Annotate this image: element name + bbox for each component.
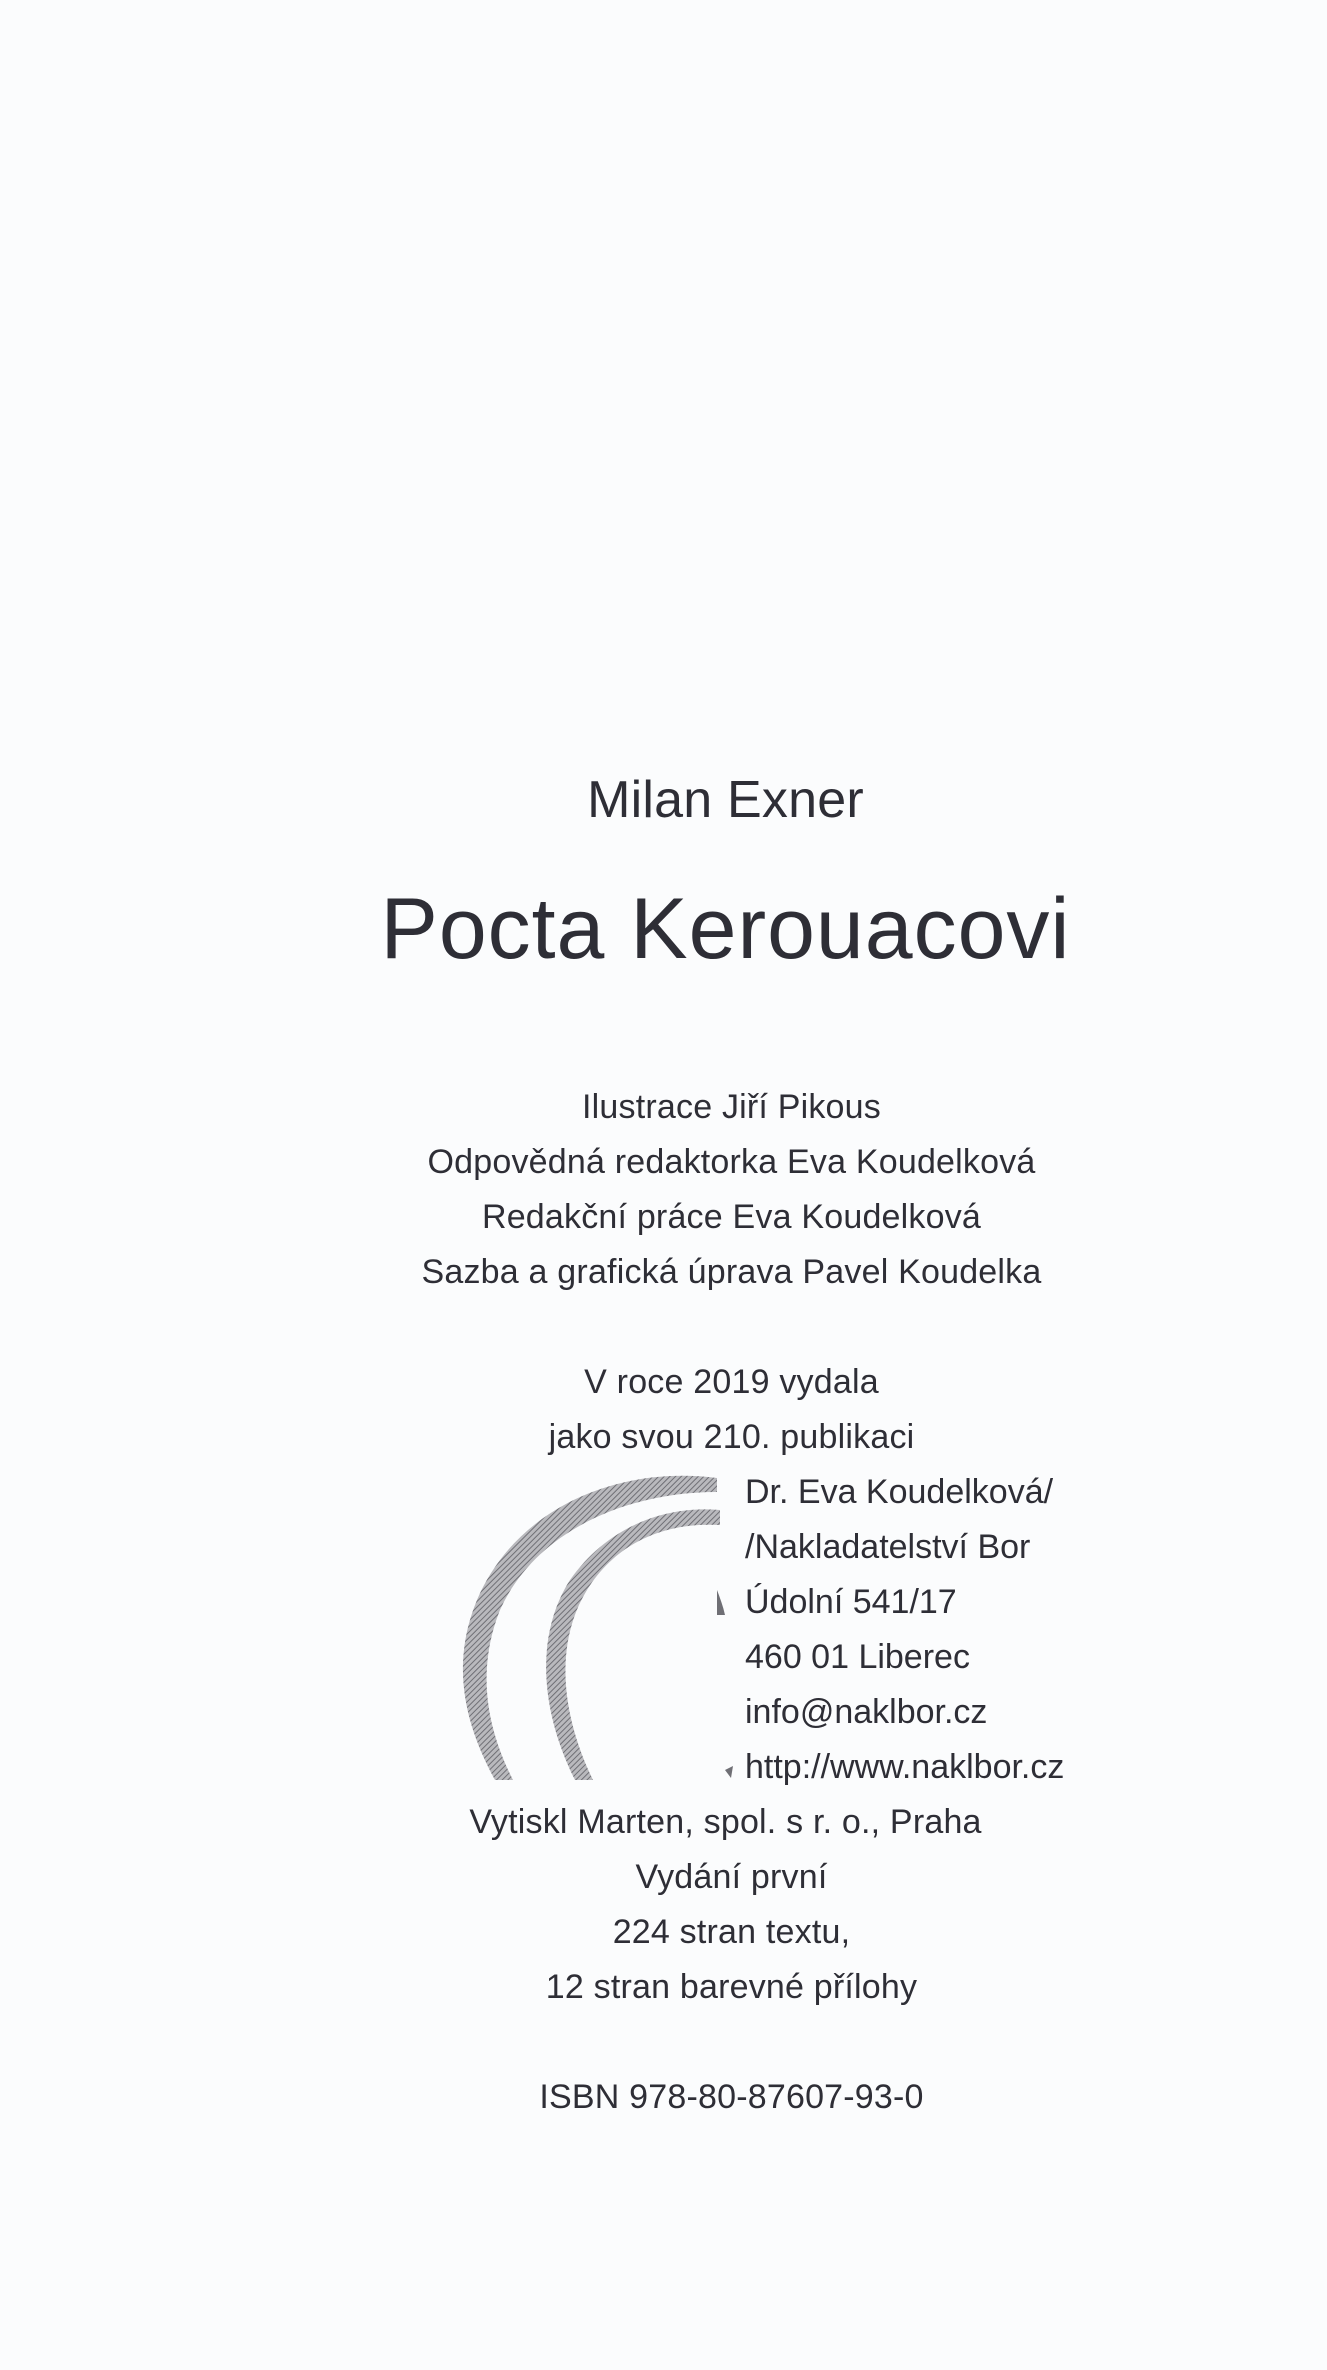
publisher-street: Údolní 541/17 [745,1583,957,1621]
publication-year: V roce 2019 vydala [584,1363,879,1401]
credit-editor: Odpovědná redaktorka Eva Koudelková [427,1143,1036,1181]
publisher-city: 460 01 Liberec [745,1638,970,1676]
credit-typesetting: Sazba a grafická úprava Pavel Koudelka [421,1253,1042,1291]
edition-line: Vydání první [635,1858,828,1896]
isbn-number: ISBN 978-80-87607-93-0 [539,2078,924,2116]
credit-illustrator: Ilustrace Jiří Pikous [582,1088,881,1126]
book-title: Pocta Kerouacovi [380,881,1071,977]
page-count-text: 224 stran textu, [612,1913,851,1951]
page-count-color: 12 stran barevné přílohy [545,1968,918,2006]
publisher-name-line1: Dr. Eva Koudelková/ [745,1473,1054,1511]
publisher-email: info@naklbor.cz [745,1693,988,1731]
book-author: Milan Exner [587,771,864,829]
publisher-name-line2: /Nakladatelství Bor [745,1528,1031,1566]
printer-line: Vytiskl Marten, spol. s r. o., Praha [469,1803,982,1841]
publisher-logo-icon [455,1470,755,1790]
publisher-website: http://www.naklbor.cz [745,1748,1065,1786]
credit-editing: Redakční práce Eva Koudelková [481,1198,982,1236]
publication-number: jako svou 210. publikaci [548,1418,915,1456]
